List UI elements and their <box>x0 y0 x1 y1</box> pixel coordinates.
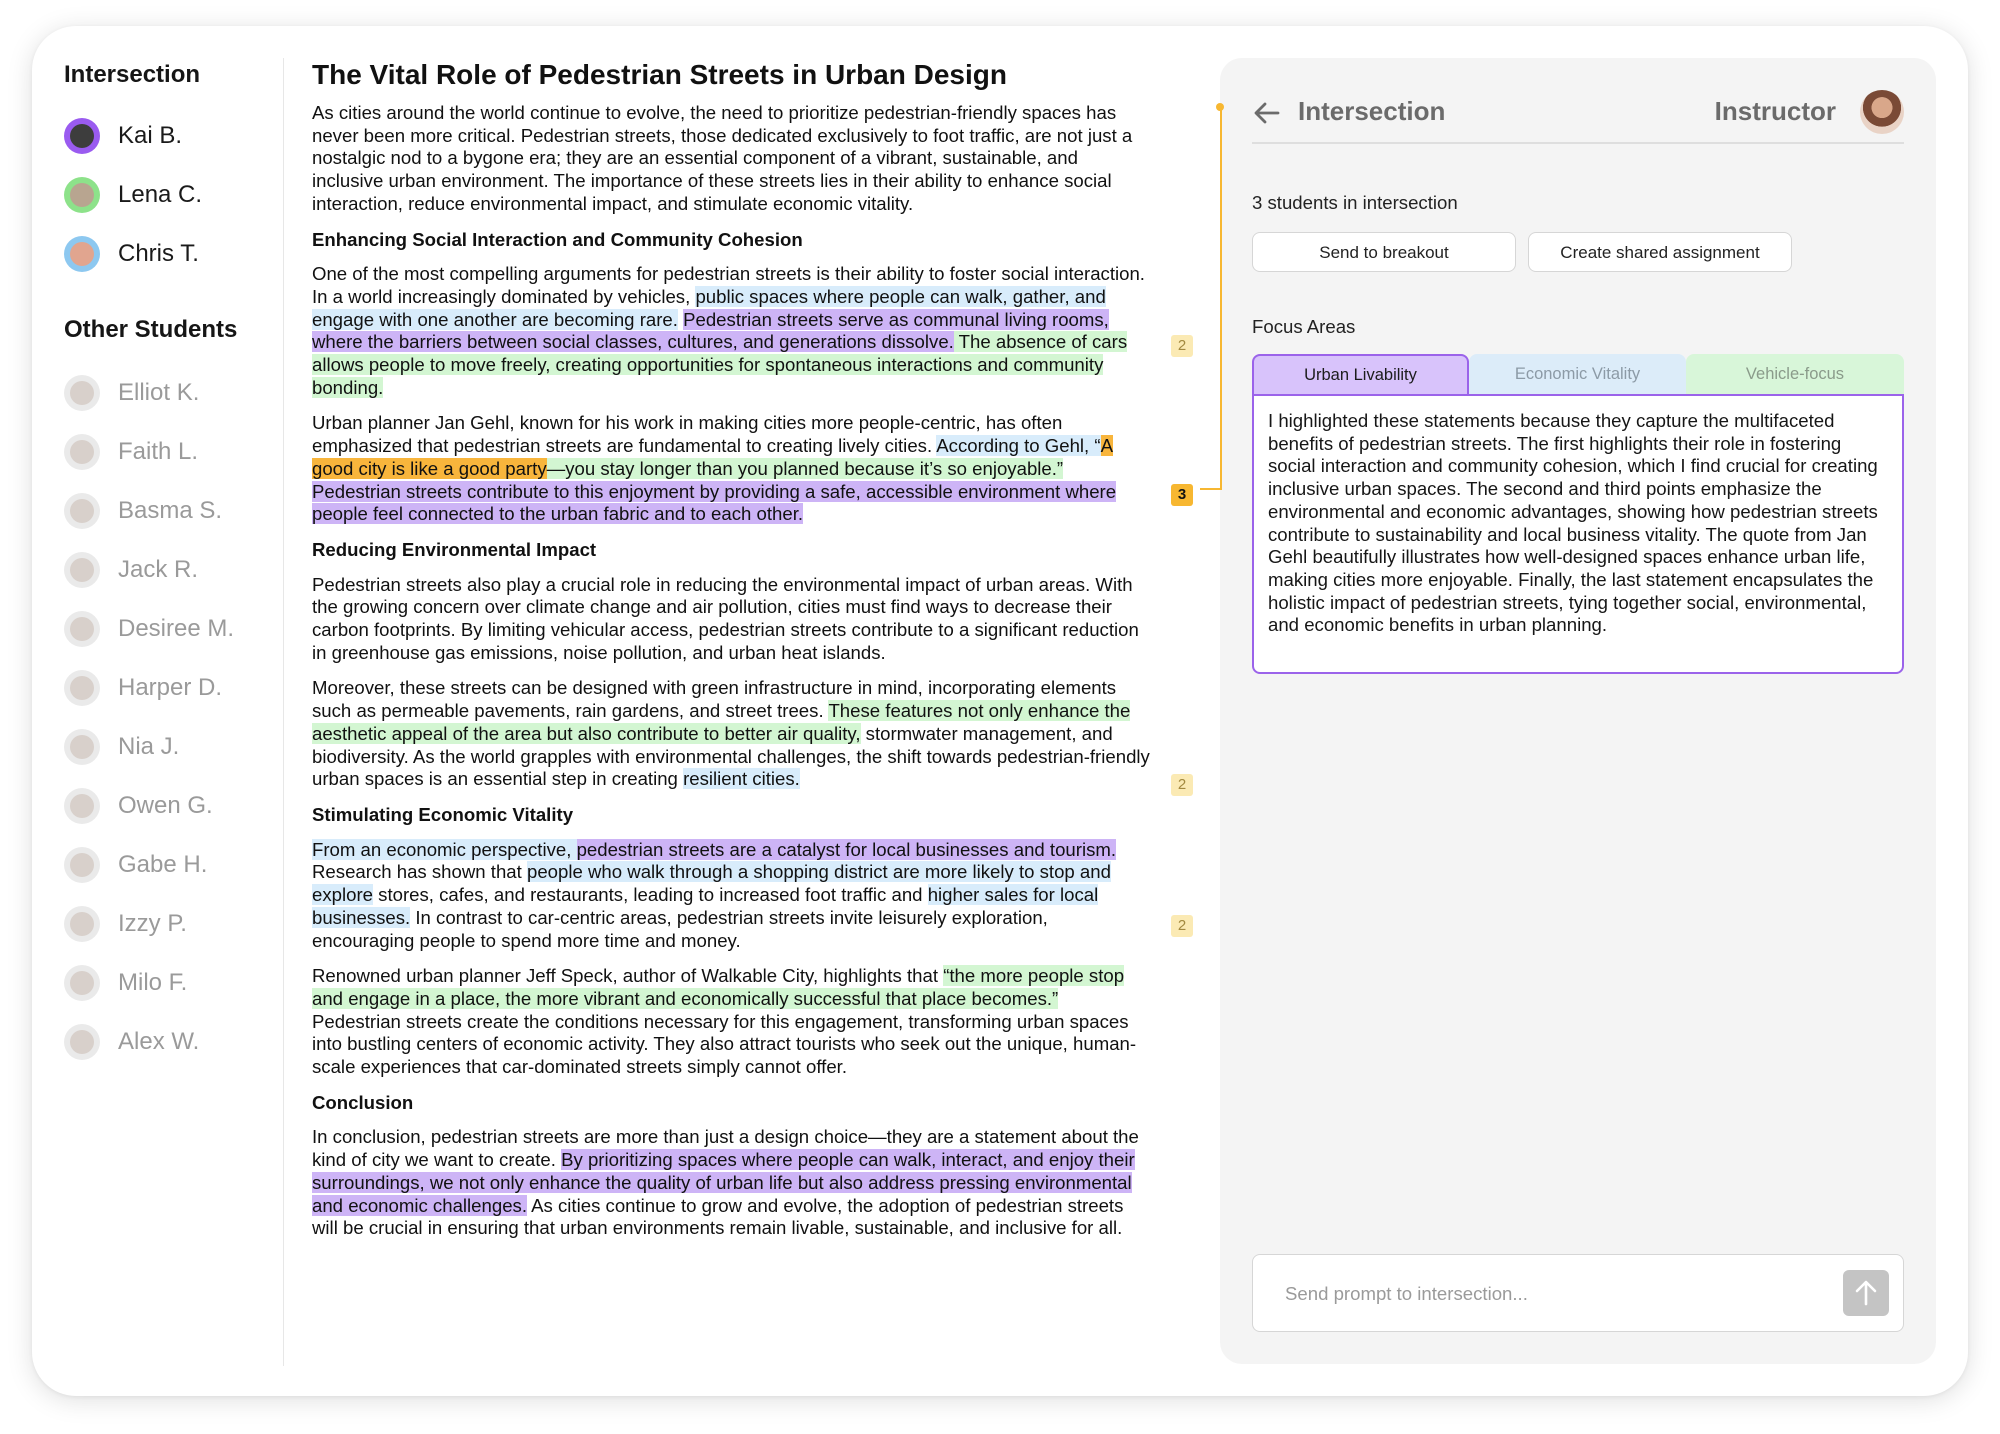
arrow-up-icon <box>1854 1279 1878 1307</box>
send-to-breakout-button[interactable]: Send to breakout <box>1252 232 1516 272</box>
avatar-photo <box>70 440 94 464</box>
other-student[interactable] <box>64 599 284 658</box>
other-student[interactable] <box>64 953 284 1012</box>
avatar <box>64 906 100 942</box>
section-heading: Stimulating Economic Vitality <box>312 803 574 825</box>
text-span: Research has shown that <box>312 861 527 883</box>
text-span: Renowned urban planner Jeff Speck, author of Walkable City, highlights that <box>312 965 944 987</box>
arrow-left-icon[interactable] <box>1252 98 1282 128</box>
student-name: Milo F. <box>118 968 188 996</box>
avatar-photo <box>70 794 94 818</box>
student-name: Harper D. <box>118 673 223 701</box>
highlight-purple[interactable]: By prioritizing spaces where people can walk, interact, and enjoy their surroundings, we not only enhance the quality of urban life but also address pressing environmental and economic challenges. <box>312 1149 1135 1216</box>
avatar <box>64 788 100 824</box>
text-span: stores, cafes, and restaurants, leading to increased foot traffic and <box>372 884 928 906</box>
article-paragraph <box>312 102 1150 216</box>
highlight-green[interactable]: —you stay longer than you planned because it’s so enjoyable.” <box>546 457 1064 479</box>
avatar <box>64 1024 100 1060</box>
avatar <box>64 493 100 529</box>
highlight-blue[interactable] <box>936 435 1100 456</box>
section-heading: Enhancing Social Interaction and Community Cohesion <box>312 228 803 250</box>
avatar <box>64 434 100 470</box>
student-name: Jack R. <box>118 555 199 583</box>
article-paragraph <box>312 412 1150 526</box>
avatar <box>64 375 100 411</box>
other-student[interactable] <box>64 894 284 953</box>
student-sidebar <box>64 58 284 1071</box>
student-name: Kai B. <box>118 121 183 149</box>
highlight-green[interactable]: These features not only enhance the aesthetic appeal of the area but also contribute to better air quality, <box>312 700 1131 744</box>
student-name: Gabe H. <box>118 850 208 878</box>
connector-line <box>1220 107 1222 489</box>
student-name: Owen G. <box>118 791 213 819</box>
article-title: The Vital Role of Pedestrian Streets in Urban Design <box>312 59 1007 90</box>
highlight-count-badge[interactable]: 2 <box>1171 335 1193 357</box>
article-paragraph <box>312 677 1150 791</box>
section-heading: Reducing Environmental Impact <box>312 538 597 560</box>
intersection-panel <box>1220 58 1936 1364</box>
connector-line <box>1200 488 1222 490</box>
student-name: Nia J. <box>118 732 180 760</box>
text-span: According to Gehl, “ <box>936 435 1101 457</box>
student-name: Chris T. <box>118 239 199 267</box>
intersection-student[interactable] <box>64 165 284 224</box>
instructor-label: Instructor <box>1714 96 1836 126</box>
student-name: Elliot K. <box>118 378 200 406</box>
other-student[interactable] <box>64 776 284 835</box>
text-span: As cities continue to grow and evolve, the adoption of pedestrian streets will be crucial in ensuring that urban environments remain livable, sustainable, and inclusive for all. <box>312 1194 1124 1239</box>
avatar <box>64 965 100 1001</box>
highlight-blue[interactable]: public spaces where people can walk, gather, and engage with one another are becoming rare. <box>312 285 1106 330</box>
intersection-student[interactable] <box>64 106 284 165</box>
text-span: Pedestrian streets create the conditions necessary for this engagement, transforming urban spaces into bustling centers of economic activity. They also attract tourists who seek out the unique, human-scale experiences that car-dominated streets simply cannot offer. <box>312 1010 1137 1078</box>
text-span: Moreover, these streets can be designed with green infrastructure in mind, incorporating elements such as permeable pavements, rain gardens, and street trees. <box>312 677 1117 722</box>
other-student[interactable] <box>64 481 284 540</box>
other-student[interactable] <box>64 540 284 599</box>
instructor-avatar <box>1860 90 1904 134</box>
avatar <box>64 236 100 272</box>
highlight-blue[interactable]: people who walk through a shopping district are more likely to stop and explore <box>312 861 1111 906</box>
avatar-photo <box>70 617 94 641</box>
text-span: stormwater management, and biodiversity. As the world grapples with environmental challenges, the shift towards pedestrian-friendly urban spaces is an essential step in creating <box>312 722 1150 790</box>
student-name: Lena C. <box>118 180 203 208</box>
avatar <box>64 729 100 765</box>
student-name: Faith L. <box>118 437 199 465</box>
student-name: Izzy P. <box>118 909 187 937</box>
panel-title: Intersection <box>1298 96 1446 126</box>
student-name: Basma S. <box>118 496 223 524</box>
highlight-purple[interactable]: pedestrian streets are a catalyst for local businesses and tourism. <box>576 838 1117 860</box>
intersection-student-list <box>64 106 284 283</box>
article-paragraph <box>312 965 1150 1079</box>
tab-vehicle-focus[interactable]: Vehicle-focus <box>1686 354 1904 394</box>
highlight-blue[interactable]: From an economic perspective, <box>312 838 577 860</box>
tab-economic-vitality[interactable]: Economic Vitality <box>1469 354 1686 394</box>
avatar-photo <box>70 558 94 582</box>
text-span: Urban planner Jan Gehl, known for his work in making cities more people-centric, has often emphasized that pedestrian streets are fundamental to creating lively cities. <box>312 412 1063 457</box>
intersection-student[interactable] <box>64 224 284 283</box>
intersection-heading: Intersection <box>64 61 201 88</box>
article <box>312 58 1150 1253</box>
highlight-green[interactable]: The absence of cars allows people to move freely, creating opportunities for spontaneous interactions and community bonding. <box>312 331 1128 398</box>
text-span: Pedestrian streets also play a crucial role in reducing the environmental impact of urban areas. With the growing concern over climate change and air pollution, cities must find ways to decrease their carbon footprints. By limiting vehicular access, pedestrian streets contribute to a significant reduction in greenhouse gas emissions, noise pollution, and urban heat islands. <box>312 573 1139 663</box>
avatar-photo <box>70 1030 94 1054</box>
text-span: In contrast to car-centric areas, pedestrian streets invite leisurely exploration, encouraging people to spend more time and money. <box>312 906 1048 951</box>
highlight-count-badge[interactable]: 2 <box>1171 774 1193 796</box>
text-span: As cities around the world continue to evolve, the need to prioritize pedestrian-friendly spaces has never been more critical. Pedestrian streets, those dedicated exclusively to foot traffic, are not just a nostalgic nod to a bygone era; they are an essential component of a vibrant, sustainable, and inclusive urban environment. The importance of these streets lies in their ability to enhance social interaction, reduce environmental impact, and stimulate economic vitality. <box>312 102 1133 214</box>
section-heading: Conclusion <box>312 1091 414 1113</box>
send-prompt-button[interactable] <box>1843 1270 1889 1316</box>
article-paragraph <box>312 839 1150 953</box>
avatar-photo <box>70 971 94 995</box>
avatar-photo <box>70 124 94 148</box>
avatar <box>64 611 100 647</box>
avatar-photo <box>70 735 94 759</box>
other-students-heading: Other Students <box>64 316 238 343</box>
article-paragraph <box>312 574 1150 665</box>
article-paragraph <box>312 263 1150 399</box>
focus-explanation: I highlighted these statements because they capture the multifaceted benefits of pedestrian streets. The first highlights their role in fostering social interaction and community cohesion, which I find crucial for creating inclusive urban spaces. The second and third points emphasize the environmental and economic advantages, showing how pedestrian streets contribute to sustainability and local business vitality. The quote from Jan Gehl beautifully illustrates how well-designed spaces enhance urban life, making cities more enjoyable. Finally, the last statement encapsulates the holistic impact of pedestrian streets, tying together social, environmental, and economic benefits in urban planning. <box>1252 394 1904 674</box>
avatar <box>64 552 100 588</box>
panel-header <box>1252 86 1904 144</box>
other-student[interactable] <box>64 717 284 776</box>
prompt-input[interactable] <box>1283 1275 1827 1313</box>
avatar-photo <box>70 912 94 936</box>
avatar-photo <box>70 381 94 405</box>
other-student[interactable] <box>64 422 284 481</box>
focus-tabs <box>1252 354 1904 394</box>
avatar <box>64 847 100 883</box>
student-count: 3 students in intersection <box>1252 192 1458 213</box>
other-student-list <box>64 363 284 1071</box>
avatar <box>64 177 100 213</box>
tab-urban-livability[interactable]: Urban Livability <box>1252 354 1469 394</box>
article-paragraph <box>312 1126 1150 1240</box>
avatar <box>64 670 100 706</box>
highlight-green[interactable]: “the more people stop and engage in a place, the more vibrant and economically successful that place becomes.” <box>312 965 1125 1009</box>
other-student[interactable] <box>64 835 284 894</box>
highlight-purple[interactable]: Pedestrian streets serve as communal living rooms, where the barriers between social classes, cultures, and generations dissolve. <box>312 308 1109 353</box>
other-student[interactable] <box>64 1012 284 1071</box>
highlight-blue[interactable]: resilient cities. <box>683 768 800 790</box>
avatar-photo <box>70 242 94 266</box>
avatar-photo <box>70 499 94 523</box>
avatar <box>64 118 100 154</box>
create-shared-assignment-button[interactable]: Create shared assignment <box>1528 232 1792 272</box>
avatar-photo <box>70 853 94 877</box>
student-name: Desiree M. <box>118 614 235 642</box>
avatar-photo <box>70 183 94 207</box>
prompt-box <box>1252 1254 1904 1332</box>
sidebar-divider <box>283 58 284 1366</box>
student-name: Alex W. <box>118 1027 200 1055</box>
focus-areas-label: Focus Areas <box>1252 316 1356 337</box>
avatar-photo <box>70 676 94 700</box>
highlight-blue[interactable]: higher sales for local businesses. <box>312 884 1099 928</box>
highlight-orange[interactable]: A good city is like a good party <box>312 435 1113 479</box>
highlight-purple[interactable]: Pedestrian streets contribute to this enjoyment by providing a safe, accessible environment where people feel connected to the urban fabric and to each other. <box>312 480 1117 525</box>
highlight-count-badge[interactable]: 2 <box>1171 915 1193 937</box>
other-student[interactable] <box>64 363 284 422</box>
text-span: In conclusion, pedestrian streets are more than just a design choice—they are a statement about the kind of city we want to create. <box>312 1126 1139 1171</box>
highlight-count-badge-active[interactable]: 3 <box>1171 484 1193 506</box>
text-span: One of the most compelling arguments for pedestrian streets is their ability to foster social interaction. In a world increasingly dominated by vehicles, <box>312 263 1145 307</box>
other-student[interactable] <box>64 658 284 717</box>
